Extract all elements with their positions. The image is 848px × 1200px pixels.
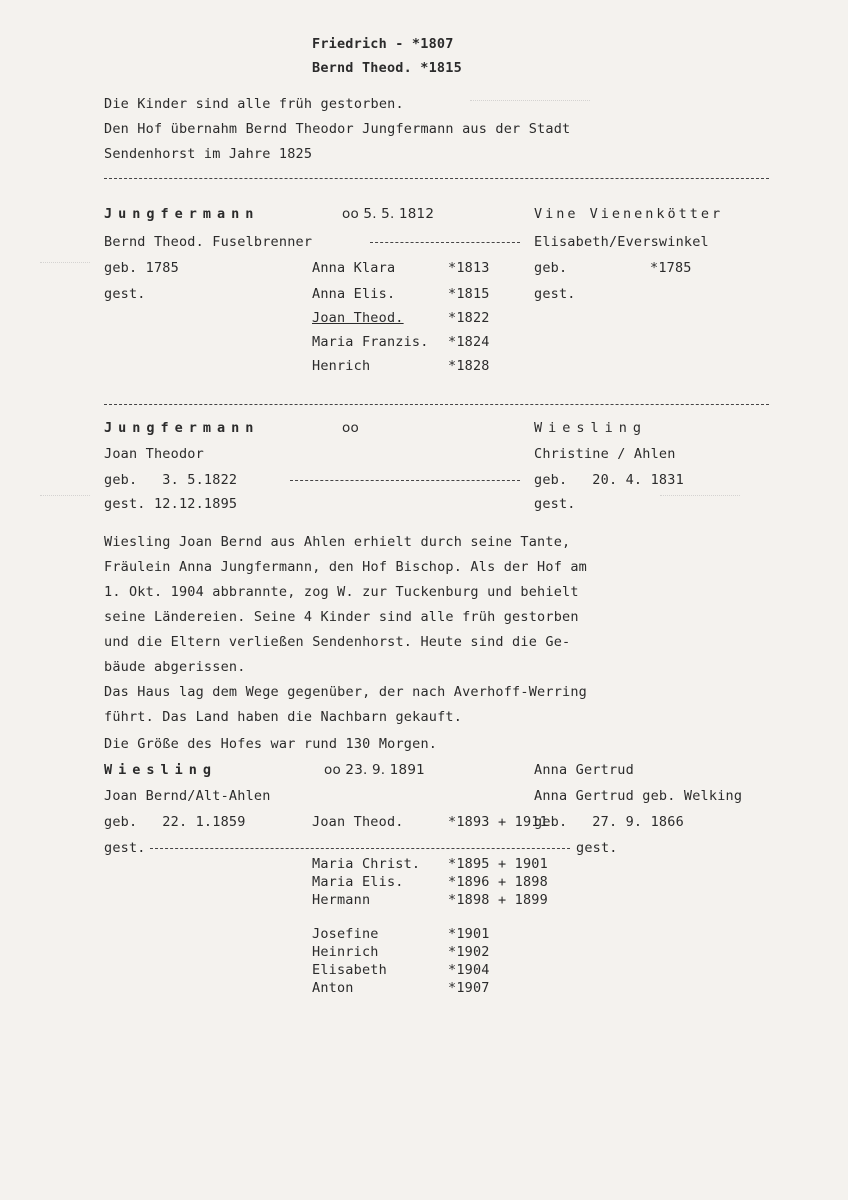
connector-line [370, 242, 520, 243]
child-name: Joan Theod. [312, 310, 404, 326]
family3-wife-detail: Anna Gertrud geb. Welking [534, 788, 743, 804]
child-name: Henrich [312, 358, 371, 374]
family2-wife-detail: Christine / Ahlen [534, 446, 676, 462]
child-name: Heinrich [312, 944, 379, 960]
family3-marriage: oo 23. 9. 1891 [324, 762, 425, 778]
child-name: Anton [312, 980, 354, 996]
bleed-through-mark [40, 495, 90, 506]
family1-husband-born: geb. 1785 [104, 260, 179, 276]
narrative-line: Wiesling Joan Bernd aus Ahlen erhielt durch seine Tante, [104, 534, 571, 550]
child-name: Joan Theod. [312, 814, 404, 830]
family2-wife-name: Wiesling [534, 420, 648, 436]
child-date: *1824 [448, 334, 490, 350]
child-date: *1893 + 1911 [448, 814, 548, 830]
child-name: Maria Franzis. [312, 334, 429, 350]
document-title: Friedrich - *1807 [312, 36, 454, 52]
family1-husband-name: Jungfermann [104, 206, 260, 222]
narrative-line: Fräulein Anna Jungfermann, den Hof Bischop. Als der Hof am [104, 559, 588, 575]
narrative-line: und die Eltern verließen Sendenhorst. Heute sind die Ge- [104, 634, 571, 650]
family1-wife-name: Vine Vienenkötter [534, 206, 724, 222]
family1-wife-born-year: *1785 [650, 260, 692, 276]
family1-wife-detail: Elisabeth/Everswinkel [534, 234, 709, 250]
family3-wife-born: geb. 27. 9. 1866 [534, 814, 684, 830]
intro-line-1: Die Kinder sind alle früh gestorben. [104, 96, 404, 112]
narrative-line: seine Ländereien. Seine 4 Kinder sind alle früh gestorben [104, 609, 579, 625]
family2-husband-name: Jungfermann [104, 420, 260, 436]
family2-marriage: oo [342, 420, 359, 436]
narrative-line: führt. Das Land haben die Nachbarn gekauft. [104, 709, 463, 725]
family2-husband-born: geb. 3. 5.1822 [104, 472, 238, 488]
child-date: *1815 [448, 286, 490, 302]
child-date: *1828 [448, 358, 490, 374]
bleed-through-mark [40, 262, 90, 273]
family3-husband-detail: Joan Bernd/Alt-Ahlen [104, 788, 271, 804]
child-date: *1902 [448, 944, 490, 960]
family3-husband-born: geb. 22. 1.1859 [104, 814, 246, 830]
document-subtitle: Bernd Theod. *1815 [312, 60, 462, 76]
child-date: *1895 + 1901 [448, 856, 548, 872]
child-name: Maria Christ. [312, 856, 421, 872]
child-name: Josefine [312, 926, 379, 942]
child-date: *1898 + 1899 [448, 892, 548, 908]
intro-line-2: Den Hof übernahm Bernd Theodor Jungfermann aus der Stadt [104, 121, 571, 137]
connector-line [150, 848, 570, 849]
connector-line [290, 480, 520, 481]
family1-husband-detail: Bernd Theod. Fuselbrenner [104, 234, 313, 250]
child-name: Elisabeth [312, 962, 387, 978]
family1-marriage: oo 5. 5. 1812 [342, 206, 435, 222]
child-name: Hermann [312, 892, 371, 908]
family3-wife-name: Anna Gertrud [534, 762, 634, 778]
child-date: *1896 + 1898 [448, 874, 548, 890]
narrative-line: bäude abgerissen. [104, 659, 246, 675]
child-name: Anna Klara [312, 260, 396, 276]
section-divider [104, 404, 769, 405]
child-name: Anna Elis. [312, 286, 396, 302]
child-date: *1901 [448, 926, 490, 942]
narrative-line: Das Haus lag dem Wege gegenüber, der nach Averhoff-Werring [104, 684, 588, 700]
family1-husband-died: gest. [104, 286, 146, 302]
family2-husband-died: gest. 12.12.1895 [104, 496, 238, 512]
bleed-through-mark [470, 100, 590, 111]
child-date: *1904 [448, 962, 490, 978]
family2-wife-born: geb. 20. 4. 1831 [534, 472, 684, 488]
child-date: *1822 [448, 310, 490, 326]
narrative-line: 1. Okt. 1904 abbrannte, zog W. zur Tuckenburg und behielt [104, 584, 579, 600]
family3-husband-name: Wiesling [104, 762, 218, 778]
family1-wife-born: geb. [534, 260, 568, 276]
child-date: *1907 [448, 980, 490, 996]
child-name: Maria Elis. [312, 874, 404, 890]
family2-husband-detail: Joan Theodor [104, 446, 204, 462]
intro-line-3: Sendenhorst im Jahre 1825 [104, 146, 313, 162]
child-date: *1813 [448, 260, 490, 276]
section-divider [104, 178, 769, 179]
family1-wife-died: gest. [534, 286, 576, 302]
narrative-line: Die Größe des Hofes war rund 130 Morgen. [104, 736, 438, 752]
family2-wife-died: gest. [534, 496, 576, 512]
bleed-through-mark [660, 495, 740, 506]
family3-husband-died: gest. [104, 840, 146, 856]
family3-wife-died: gest. [576, 840, 618, 856]
